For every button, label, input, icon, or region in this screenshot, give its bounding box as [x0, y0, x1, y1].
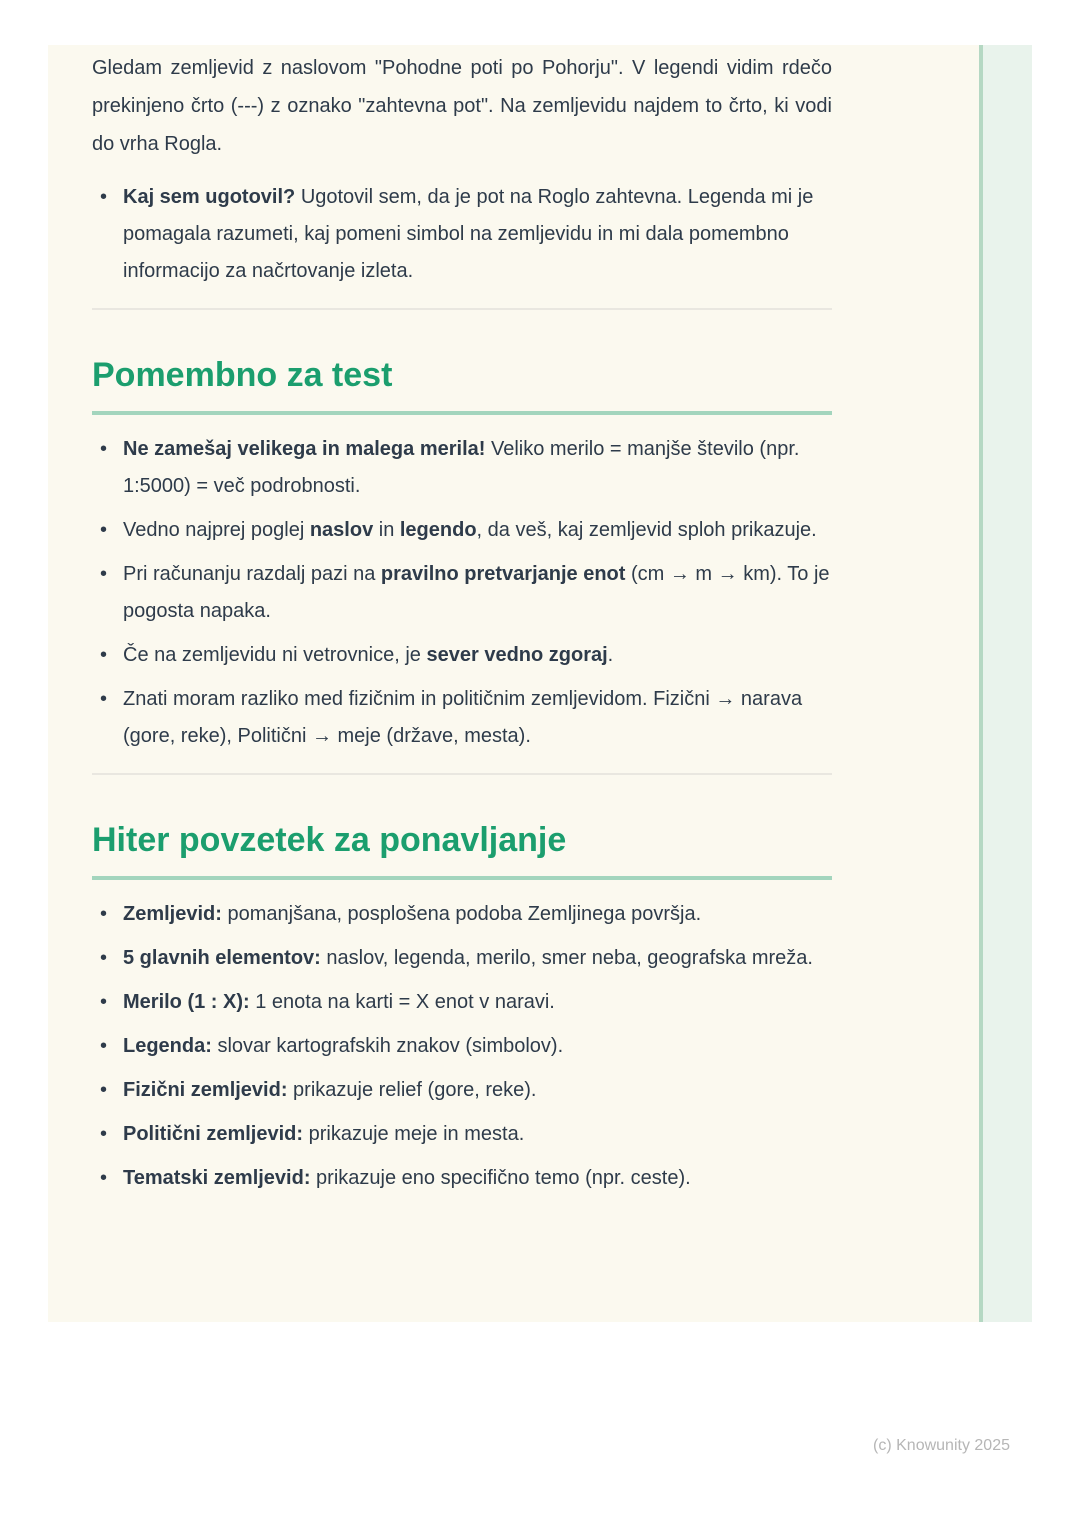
list-item: • Fizični zemljevid: prikazuje relief (gore, reke). — [92, 1072, 832, 1109]
list-item: • Če na zemljevidu ni vetrovnice, je sever vedno zgoraj. — [92, 637, 832, 674]
list-item: • 5 glavnih elementov: naslov, legenda, merilo, smer neba, geografska mreža. — [92, 940, 832, 977]
section-divider — [92, 308, 832, 310]
list-item: • Merilo (1 : X): 1 enota na karti = X enot v naravi. — [92, 984, 832, 1021]
section-test — [92, 354, 832, 755]
section-title-test: Pomembno za test — [92, 356, 393, 394]
list-item: • Pri računanju razdalj pazi na pravilno pretvarjanje enot (cm → m → km). To je pogosta napaka. — [92, 556, 832, 630]
heading-underline — [92, 876, 832, 880]
section-title-summary: Hiter povzetek za ponavljanje — [92, 821, 567, 859]
intro-list — [92, 179, 832, 290]
list-item: • Tematski zemljevid: prikazuje eno specifično temo (npr. ceste). — [92, 1160, 832, 1197]
test-tips-list — [92, 431, 832, 755]
list-item: • Zemljevid: pomanjšana, posplošena podoba Zemljinega površja. — [92, 896, 832, 933]
list-item: • Kaj sem ugotovil? Ugotovil sem, da je pot na Roglo zahtevna. Legenda mi je pomagala razumeti, kaj pomeni simbol na zemljevidu in mi dala pomembno informacijo za načrtovanje izleta. — [92, 179, 832, 290]
list-item: • Politični zemljevid: prikazuje meje in mesta. — [92, 1116, 832, 1153]
intro-paragraph: Gledam zemljevid z naslovom "Pohodne poti po Pohorju". V legendi vidim rdečo prekinjeno črto (---) z oznako "zahtevna pot". Na zemljevidu najdem to črto, ki vodi do vrha Rogla. — [92, 57, 832, 155]
list-item: • Ne zamešaj velikega in malega merila! Veliko merilo = manjše število (npr. 1:5000) = več podrobnosti. — [92, 431, 832, 505]
page-content — [92, 45, 832, 1204]
list-item: • Znati moram razliko med fizičnim in političnim zemljevidom. Fizični → narava (gore, reke), Politični → meje (države, mesta). — [92, 681, 832, 755]
green-stripe — [979, 45, 1032, 1322]
notes-card — [48, 45, 1032, 1322]
list-item: • Legenda: slovar kartografskih znakov (simbolov). — [92, 1028, 832, 1065]
list-item: • Vedno najprej poglej naslov in legendo, da veš, kaj zemljevid sploh prikazuje. — [92, 512, 832, 549]
heading-underline — [92, 411, 832, 415]
summary-list — [92, 896, 832, 1197]
section-divider — [92, 773, 832, 775]
footer-copyright: (c) Knowunity 2025 — [873, 1437, 1010, 1454]
section-summary — [92, 819, 832, 1197]
